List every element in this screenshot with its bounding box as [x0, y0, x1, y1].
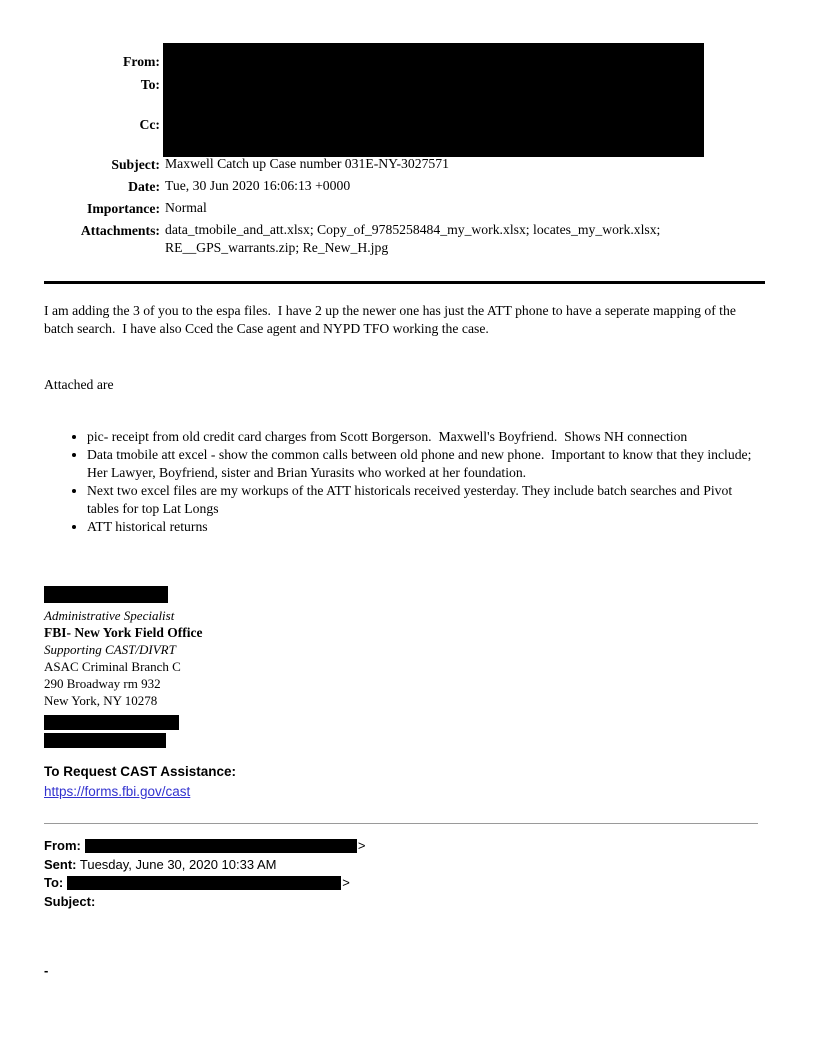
- signature-office: FBI- New York Field Office: [44, 624, 203, 640]
- header-body-divider: [44, 281, 765, 284]
- importance-value: Normal: [165, 200, 207, 215]
- signature-email-redaction: [44, 733, 166, 748]
- quoted-sent-value: Tuesday, June 30, 2020 10:33 AM: [76, 856, 277, 872]
- quoted-subject-row: [44, 893, 365, 912]
- cc-label: Cc:: [139, 117, 160, 132]
- quoted-from-suffix: >: [357, 838, 366, 853]
- quoted-from-row: [44, 837, 365, 856]
- from-label: From:: [123, 54, 160, 69]
- signature-supporting: Supporting CAST/DIVRT: [44, 641, 176, 657]
- quoted-from-redaction: [85, 839, 357, 853]
- to-label: To:: [140, 77, 160, 92]
- list-item: • Data tmobile att excel - show the common calls between old phone and new phone. Important to know that they include; Her Lawyer, Boyfriend, sister and Brian Yurasits who worked at her foundation.: [87, 446, 763, 482]
- quoted-subject-label: Subject:: [44, 893, 96, 909]
- date-label: Date:: [128, 179, 160, 194]
- attachment-bullet-list: [44, 428, 809, 536]
- quoted-sent-row: [44, 856, 365, 875]
- quoted-to-label: To:: [44, 875, 64, 891]
- quoted-to-row: [44, 874, 365, 893]
- cast-assistance-block: [44, 762, 236, 802]
- cast-assistance-heading: To Request CAST Assistance:: [44, 764, 237, 779]
- signature-address-line2: New York, NY 10278: [44, 692, 158, 708]
- header-redaction-box: [163, 43, 704, 157]
- footer-dash: -: [44, 963, 49, 978]
- signature-branch: ASAC Criminal Branch C: [44, 658, 181, 674]
- list-item: • ATT historical returns: [87, 518, 763, 536]
- quoted-sent-label: Sent:: [44, 856, 77, 872]
- list-item: • pic- receipt from old credit card charges from Scott Borgerson. Maxwell's Boyfriend. Shows NH connection: [87, 428, 763, 446]
- signature-title: Administrative Specialist: [44, 608, 175, 623]
- quoted-message-divider: [44, 823, 758, 824]
- subject-label: Subject:: [111, 157, 160, 172]
- list-item: • Next two excel files are my workups of the ATT historicals received yesterday. They include batch searches and Pivot tables for top Lat Longs: [87, 482, 763, 518]
- subject-value: Maxwell Catch up Case number 031E-NY-3027571: [165, 156, 449, 171]
- signature-name-redaction: [44, 586, 168, 603]
- signature-phone-redaction: [44, 715, 179, 730]
- quoted-from-label: From:: [44, 838, 81, 853]
- body-paragraph-1: I am adding the 3 of you to the espa files. I have 2 up the newer one has just the ATT phone to have a seperate mapping of the batch search. I have also Cced the Case agent and NYPD TFO working the case.: [44, 303, 740, 336]
- body-paragraph-2: Attached are: [44, 377, 114, 392]
- importance-label: Importance:: [87, 201, 160, 216]
- date-value: Tue, 30 Jun 2020 16:06:13 +0000: [165, 178, 351, 193]
- signature-address-line1: 290 Broadway rm 932: [44, 675, 161, 691]
- signature-block: [44, 586, 202, 748]
- quoted-to-suffix: >: [342, 875, 350, 891]
- attachments-value: data_tmobile_and_att.xlsx; Copy_of_9785258484_my_work.xlsx; locates_my_work.xlsx; RE__GPS_warrants.zip; Re_New_H.jpg: [165, 222, 664, 255]
- attachments-label: Attachments:: [80, 223, 160, 238]
- quoted-email-header: [44, 837, 365, 911]
- quoted-to-redaction: [67, 876, 341, 890]
- cast-request-link[interactable]: https://forms.fbi.gov/cast: [44, 784, 191, 799]
